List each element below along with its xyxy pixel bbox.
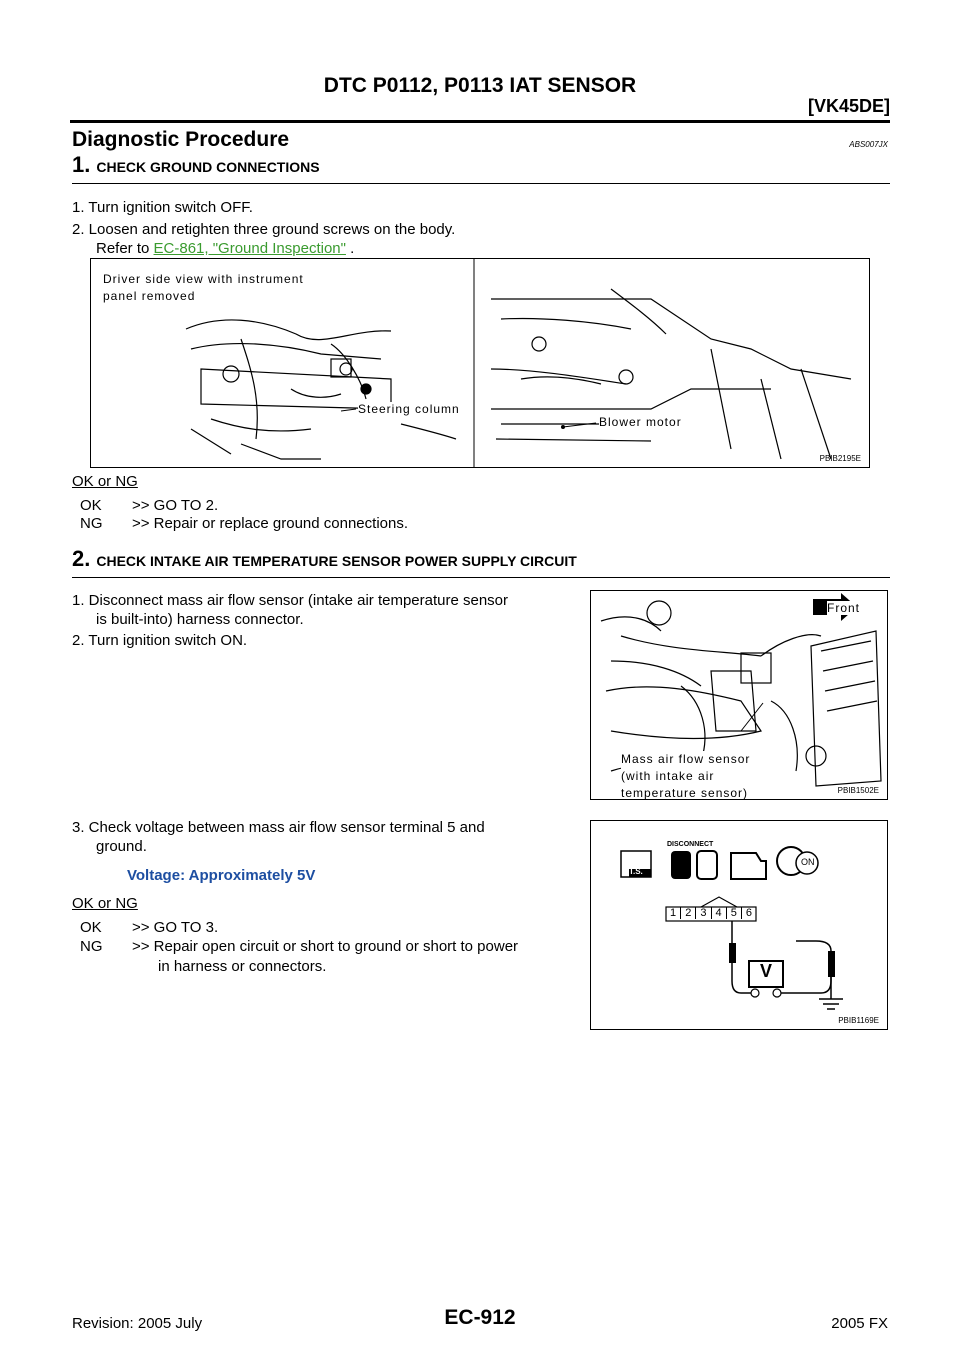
voltage-check-diagram: [591, 821, 887, 1029]
voltage-check-figure: [590, 820, 888, 1030]
footer-page-number: EC-912: [444, 1306, 516, 1329]
step1-rule: [72, 183, 890, 184]
step2-item-1a: 1. Disconnect mass air flow sensor (intake air temperature sensor: [72, 592, 509, 609]
step1-ok-row: [80, 497, 218, 514]
maf-sensor-figure: [590, 590, 888, 800]
step1-refer: [96, 239, 354, 258]
step2-item-2: 2. Turn ignition switch ON.: [72, 632, 248, 649]
terminal-1: 1: [666, 907, 681, 919]
terminal-6: 6: [745, 907, 752, 919]
refer-prefix: Refer to: [96, 240, 154, 257]
fig1-label-blower: Blower motor: [599, 415, 682, 429]
fig1-label-left: Driver side view with instrument panel removed: [103, 272, 304, 303]
footer-revision: Revision: 2005 July: [72, 1315, 203, 1332]
fig1-code: PBIB2195E: [819, 454, 861, 463]
terminal-2: 2: [681, 907, 696, 919]
step1-heading: [72, 152, 320, 178]
step2-number: 2.: [72, 546, 91, 571]
fig3-code: PBIB1169E: [838, 1016, 879, 1025]
voltmeter-label: V: [759, 961, 772, 981]
fig2-maf-line1: Mass air flow sensor: [621, 752, 751, 766]
step1-ng-key: NG: [80, 515, 103, 532]
terminal-5: 5: [727, 907, 742, 919]
step2-ng-text2: in harness or connectors.: [158, 958, 327, 975]
voltage-spec: Voltage: Approximately 5V: [127, 867, 316, 884]
step2-rule: [72, 577, 890, 578]
step1-ok-text: >> GO TO 2.: [132, 497, 219, 514]
step2-item-1b: is built-into) harness connector.: [96, 611, 304, 628]
section-title: Diagnostic Procedure: [72, 128, 290, 151]
step1-okng: OK or NG: [72, 473, 138, 490]
step2-ok-key: OK: [80, 919, 102, 936]
terminal-row: [666, 907, 756, 919]
step2-ng-row: [80, 938, 518, 955]
step2-ng-key: NG: [80, 938, 103, 955]
step1-number: 1.: [72, 152, 91, 177]
terminal-3: 3: [696, 907, 711, 919]
page-header-title: DTC P0112, P0113 IAT SENSOR: [323, 74, 637, 97]
disconnect-label: DISCONNECT: [667, 841, 714, 848]
ts-label: T.S.: [629, 867, 643, 876]
footer-model: 2005 FX: [831, 1315, 888, 1332]
refer-suffix: .: [345, 240, 355, 257]
step1-ng-row: [80, 515, 408, 532]
step2-item-3b: ground.: [96, 838, 147, 855]
fig2-front: Front: [827, 601, 861, 615]
step1-item-2: 2. Loosen and retighten three ground screws on the body.: [72, 221, 456, 238]
step2-title: CHECK INTAKE AIR TEMPERATURE SENSOR POWER SUPPLY CIRCUIT: [96, 553, 577, 569]
fig2-maf-line2: (with intake air: [621, 769, 715, 783]
ground-screws-figure: [90, 258, 870, 468]
section-code: ABS007JX: [849, 140, 888, 149]
fig1-label-steering: Steering column: [358, 402, 460, 416]
step2-ok-row: [80, 919, 218, 936]
fig2-maf-line3: temperature sensor): [621, 786, 749, 800]
step2-item-3a: 3. Check voltage between mass air flow sensor terminal 5 and: [72, 819, 485, 836]
step2-okng: OK or NG: [72, 895, 138, 912]
step1-ng-text: >> Repair or replace ground connections.: [132, 515, 409, 532]
step1-item-1: 1. Turn ignition switch OFF.: [72, 199, 253, 216]
step2-ng-text1: >> Repair open circuit or short to ground or short to power: [132, 938, 519, 955]
on-label: ON: [801, 857, 815, 867]
fig2-label-maf: [621, 751, 750, 800]
step2-heading: [72, 546, 577, 572]
step1-ok-key: OK: [80, 497, 102, 514]
step2-ok-text: >> GO TO 3.: [132, 919, 219, 936]
fig2-code: PBIB1502E: [837, 786, 879, 795]
terminal-4: 4: [712, 907, 727, 919]
ground-inspection-link[interactable]: EC-861, "Ground Inspection": [153, 240, 346, 257]
engine-code: [VK45DE]: [807, 96, 890, 116]
header-rule: [70, 120, 890, 123]
step1-title: CHECK GROUND CONNECTIONS: [96, 159, 320, 175]
